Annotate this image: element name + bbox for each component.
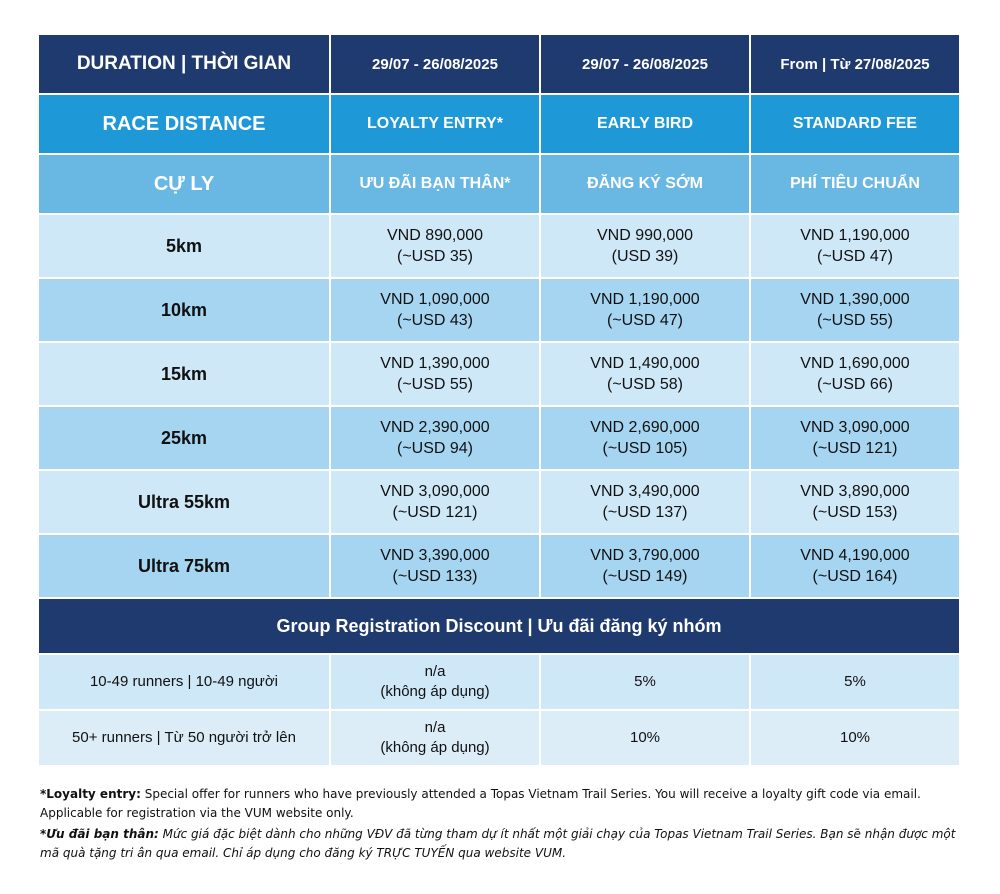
price-row-15km [38,342,960,406]
price-usd: (~USD 153) [812,504,898,521]
group-discount-title: Group Registration Discount | Ưu đãi đăng ký nhóm [38,598,960,654]
price-vnd: VND 1,390,000 [380,355,490,372]
price-vnd: VND 1,390,000 [800,291,910,308]
price-row-25km [38,406,960,470]
group-row-10-49 [38,654,960,710]
registration-fee-table [37,33,961,767]
price-vnd: VND 890,000 [386,227,484,244]
group-standard-discount: 10% [750,710,960,766]
footnote-vn-text: Mức giá đặc biệt dành cho những VĐV đã từng tham dự ít nhất một giải chạy của Topas Vietnam Trail Series. Bạn sẽ nhận được một mã quà tặng tri ân qua email. Chỉ áp dụng cho đăng ký TRỰC TUYẾN qua website VUM. [40,827,956,860]
price-cell-standard [750,278,960,342]
footnotes [40,785,970,865]
price-cell-loyalty [330,534,540,598]
footnote-loyalty-vn [40,825,970,863]
price-usd: (~USD 164) [812,568,898,585]
price-vnd: VND 1,490,000 [590,355,700,372]
price-cell-loyalty [330,214,540,278]
price-usd: (~USD 55) [816,312,894,329]
duration-label: DURATION | THỜI GIAN [38,34,330,94]
distance-cell: 5km [38,214,330,278]
distance-cell: Ultra 55km [38,470,330,534]
tier-loyalty-vn: ƯU ĐÃI BẠN THÂN* [330,154,540,214]
tier-standard-en: STANDARD FEE [750,94,960,154]
tier-early-bird-vn: ĐĂNG KÝ SỚM [540,154,750,214]
price-usd: (~USD 43) [396,312,474,329]
price-usd: (~USD 55) [396,376,474,393]
footnote-en-label: *Loyalty entry: [40,787,141,801]
group-size-label: 50+ runners | Từ 50 người trở lên [38,710,330,766]
price-cell-loyalty [330,278,540,342]
price-vnd: VND 1,190,000 [800,227,910,244]
price-cell-standard [750,406,960,470]
tier-early-bird-en: EARLY BIRD [540,94,750,154]
distance-cell: 10km [38,278,330,342]
group-standard-discount: 5% [750,654,960,710]
price-row-ultra-55km [38,470,960,534]
distance-cell: 25km [38,406,330,470]
price-cell-loyalty [330,342,540,406]
group-loyalty-cell [330,654,540,710]
price-vnd: VND 3,090,000 [800,419,910,436]
group-row-50-plus [38,710,960,766]
price-usd: (~USD 35) [396,248,474,265]
price-row-10km [38,278,960,342]
price-vnd: VND 990,000 [596,227,694,244]
footnote-en-text: Special offer for runners who have previously attended a Topas Vietnam Trail Series. You will receive a loyalty gift code via email. Applicable for registration via the VUM website only. [40,787,921,820]
price-usd: (~USD 105) [602,440,688,457]
group-size-label: 10-49 runners | 10-49 người [38,654,330,710]
price-vnd: VND 2,390,000 [380,419,490,436]
price-vnd: VND 3,790,000 [590,547,700,564]
group-early-bird-discount: 10% [540,710,750,766]
price-cell-early-bird [540,214,750,278]
period-loyalty: 29/07 - 26/08/2025 [330,34,540,94]
price-vnd: VND 3,390,000 [380,547,490,564]
not-applicable-text: (không áp dụng) [380,683,490,700]
price-cell-standard [750,534,960,598]
price-cell-early-bird [540,406,750,470]
period-standard: From | Từ 27/08/2025 [750,34,960,94]
price-row-ultra-75km [38,534,960,598]
price-usd: (~USD 121) [392,504,478,521]
price-vnd: VND 1,690,000 [800,355,910,372]
price-cell-loyalty [330,406,540,470]
price-vnd: VND 4,190,000 [800,547,910,564]
duration-row [38,34,960,94]
price-vnd: VND 1,190,000 [590,291,700,308]
tier-loyalty-en: LOYALTY ENTRY* [330,94,540,154]
price-vnd: VND 3,090,000 [380,483,490,500]
price-vnd: VND 1,090,000 [380,291,490,308]
price-usd: (~USD 47) [606,312,684,329]
price-cell-early-bird [540,534,750,598]
distance-cell: Ultra 75km [38,534,330,598]
price-row-5km [38,214,960,278]
group-early-bird-discount: 5% [540,654,750,710]
race-distance-label: RACE DISTANCE [38,94,330,154]
distance-cell: 15km [38,342,330,406]
price-cell-early-bird [540,470,750,534]
price-vnd: VND 3,490,000 [590,483,700,500]
price-usd: (~USD 58) [606,376,684,393]
distance-label-vn: CỰ LY [38,154,330,214]
price-cell-loyalty [330,470,540,534]
price-cell-standard [750,342,960,406]
price-usd: (~USD 121) [812,440,898,457]
group-loyalty-cell [330,710,540,766]
price-cell-standard [750,214,960,278]
na-text: n/a [424,719,446,736]
race-distance-row [38,94,960,154]
price-usd: (~USD 47) [816,248,894,265]
price-usd: (~USD 94) [396,440,474,457]
not-applicable-text: (không áp dụng) [380,739,490,756]
group-discount-header-row [38,598,960,654]
price-usd: (~USD 149) [602,568,688,585]
footnote-loyalty-en [40,785,970,823]
footnote-vn-label: *Ưu đãi bạn thân: [40,827,159,841]
na-text: n/a [424,663,446,680]
price-usd: (~USD 137) [602,504,688,521]
period-early-bird: 29/07 - 26/08/2025 [540,34,750,94]
tier-standard-vn: PHÍ TIÊU CHUẨN [750,154,960,214]
price-usd: (~USD 133) [392,568,478,585]
price-vnd: VND 2,690,000 [590,419,700,436]
price-usd: (~USD 66) [816,376,894,393]
price-cell-early-bird [540,342,750,406]
price-vnd: VND 3,890,000 [800,483,910,500]
distance-vn-row [38,154,960,214]
price-cell-early-bird [540,278,750,342]
price-usd: (USD 39) [611,248,679,265]
price-cell-standard [750,470,960,534]
